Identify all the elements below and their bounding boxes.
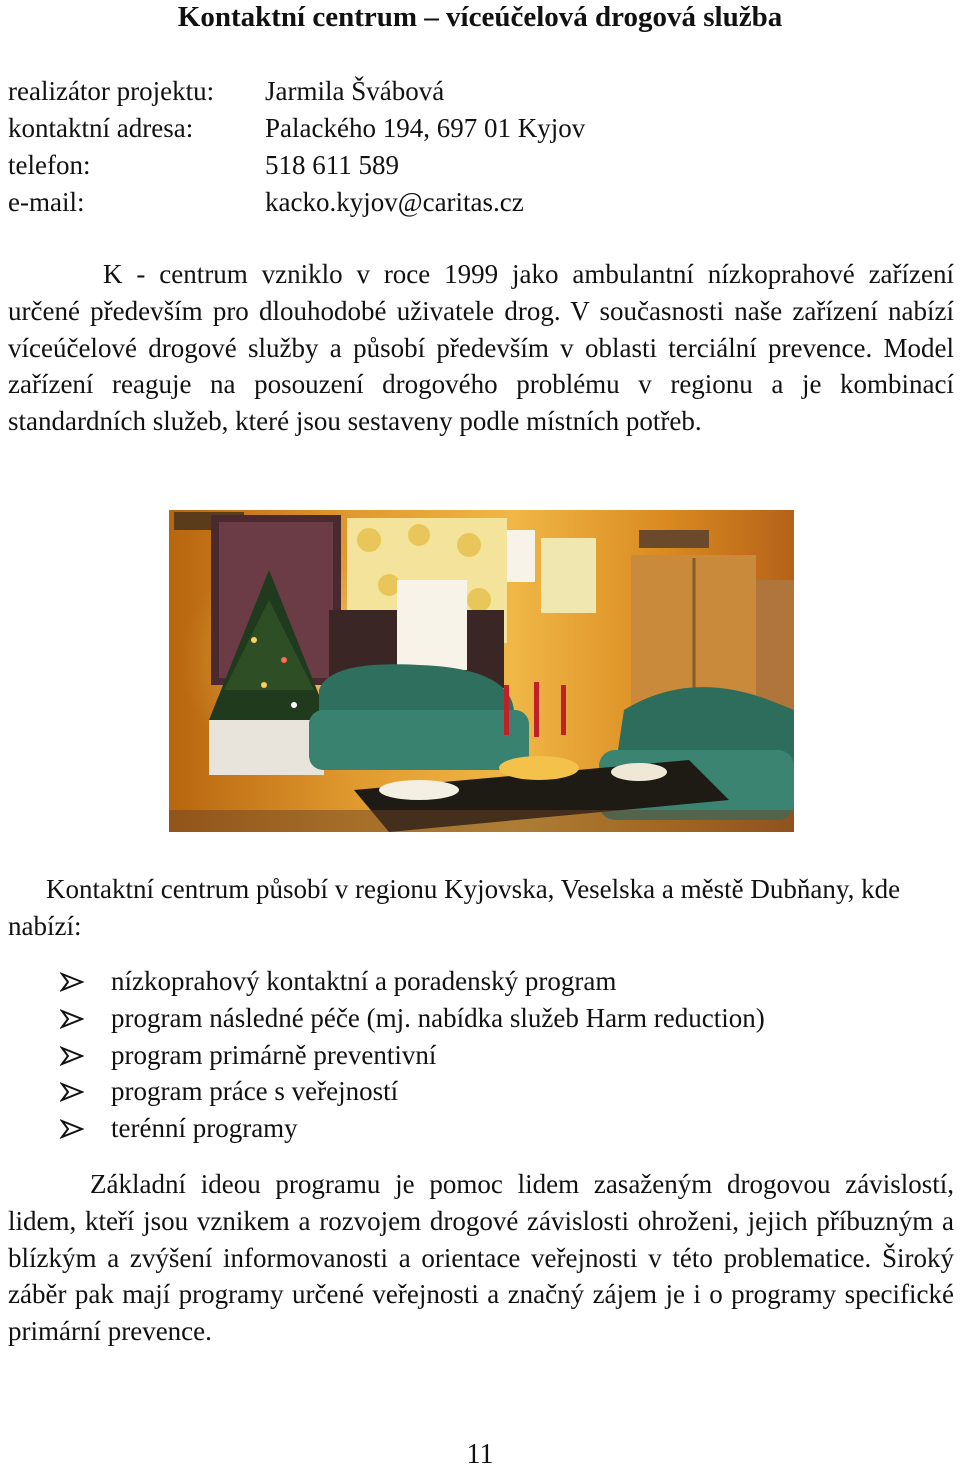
- contact-value: Jarmila Švábová: [265, 76, 445, 106]
- arrow-bullet-icon: [60, 1046, 84, 1066]
- contact-value: 518 611 589: [265, 150, 399, 180]
- contact-label: e-mail:: [8, 187, 85, 217]
- service-text: nízkoprahový kontaktní a poradenský program: [111, 966, 617, 996]
- contact-value: Palackého 194, 697 01 Kyjov: [265, 113, 586, 143]
- arrow-bullet-icon: [60, 972, 84, 992]
- contact-label: realizátor projektu:: [8, 76, 215, 106]
- page-title: Kontaktní centrum – víceúčelová drogová služba: [177, 1, 783, 33]
- photo-illustration: [169, 510, 794, 832]
- page-number: 11: [466, 1439, 494, 1470]
- region-paragraph: Kontaktní centrum působí v regionu Kyjovska, Veselska a městě Dubňany, kde nabízí:: [8, 874, 901, 941]
- intro-paragraph: K - centrum vzniklo v roce 1999 jako ambulantní nízkoprahové zařízení určené především pro dlouhodobé uživatele drog. V současnosti naše zařízení nabízí víceúčelové drogové služby a působí především v oblasti terciální prevence. Model zařízení reaguje na posouzení drogového problému v regionu a je kombinací standardních služeb, které jsou sestaveny podle místních potřeb.: [8, 259, 954, 437]
- contact-label: telefon:: [8, 150, 91, 180]
- center-interior-photo: [169, 510, 794, 832]
- service-text: terénní programy: [111, 1113, 298, 1144]
- service-text: program primárně preventivní: [111, 1039, 437, 1070]
- service-text: program práce s veřejností: [111, 1076, 399, 1107]
- idea-paragraph: Základní ideou programu je pomoc lidem zasaženým drogovou závislostí, lidem, kteří jsou vznikem a rozvojem drogové závislosti ohroženi, jejich příbuzným a blízkým a zvýšení informovanosti a orientace veřejnosti v této problematice. Široký záběr pak mají programy určené veřejnosti a značný zájem je i o programy specifické primární prevence.: [8, 1169, 954, 1347]
- arrow-bullet-icon: [60, 1082, 84, 1102]
- arrow-bullet-icon: [60, 1009, 84, 1029]
- service-text: program následné péče (mj. nabídka služeb Harm reduction): [111, 1002, 765, 1033]
- contact-value: kacko.kyjov@caritas.cz: [265, 187, 524, 217]
- arrow-bullet-icon: [60, 1119, 84, 1139]
- contact-label: kontaktní adresa:: [8, 113, 194, 143]
